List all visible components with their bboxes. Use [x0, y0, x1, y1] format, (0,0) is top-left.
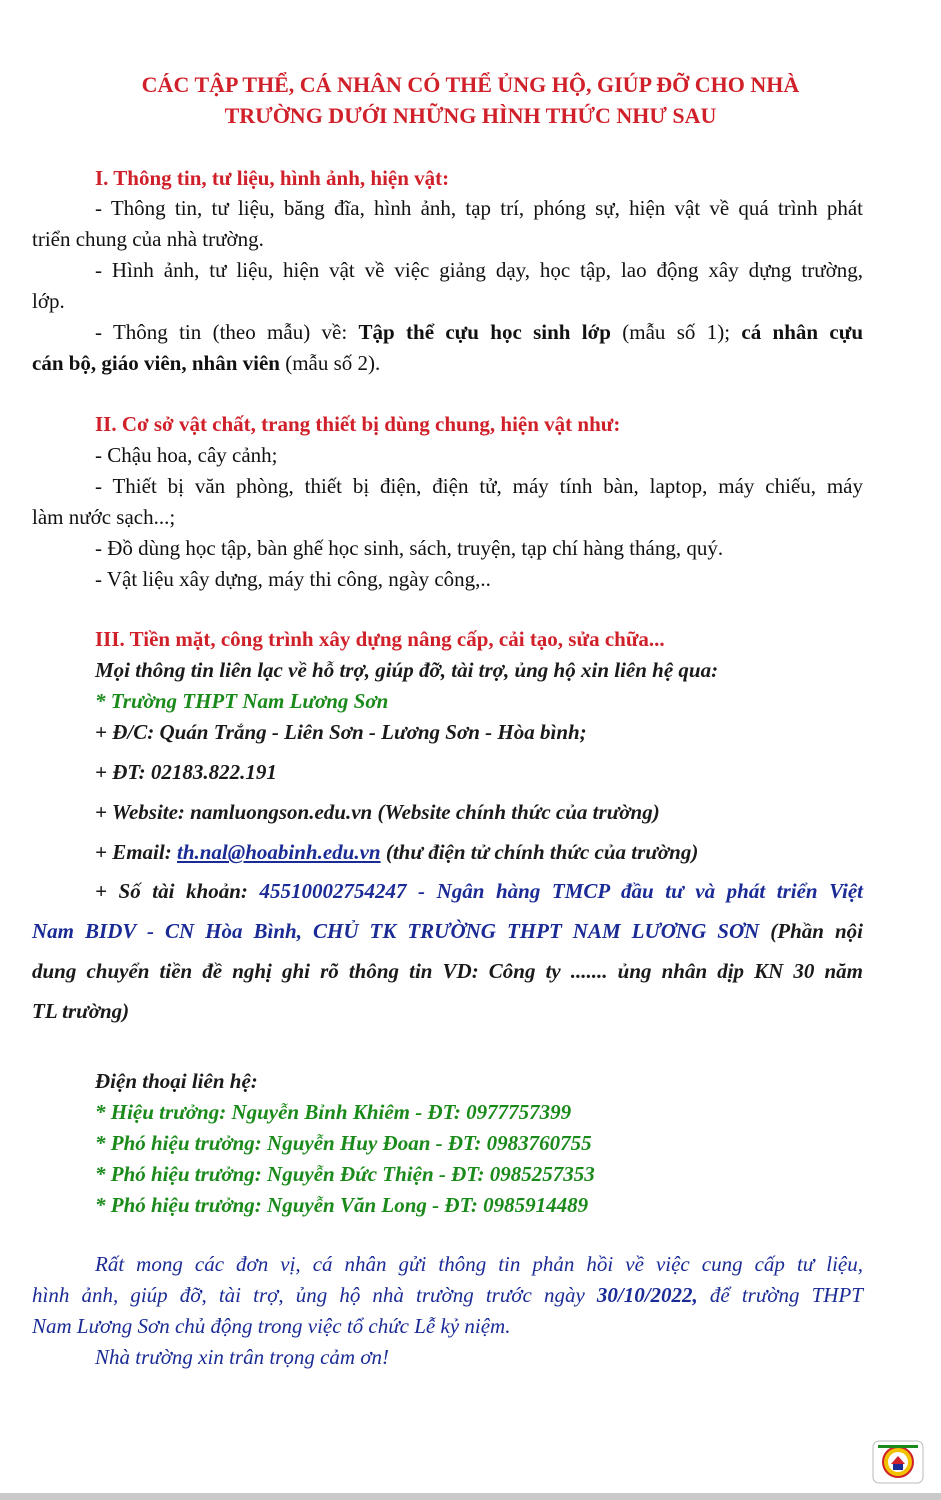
bottom-divider [0, 1493, 941, 1500]
account-holder: Nam BIDV - CN Hòa Bình, CHỦ TK TRƯỜNG THPT NAM LƯƠNG SƠN [32, 919, 760, 943]
account-line2 [32, 919, 863, 944]
school-website: + Website: namluongson.edu.vn (Website chính thức của trường) [95, 800, 660, 824]
school-address: + Đ/C: Quán Trắng - Liên Sơn - Lương Sơn - Hòa bình; [95, 720, 587, 744]
section2-item3: - Đồ dùng học tập, bàn ghế học sinh, sách, truyện, tạp chí hàng tháng, quý. [95, 536, 724, 560]
phone-vice-principal-3: * Phó hiệu trưởng: Nguyễn Văn Long - ĐT: 0985914489 [95, 1193, 589, 1217]
email-link[interactable]: th.nal@hoabinh.edu.vn [176, 840, 381, 864]
section2-item4: - Vật liệu xây dựng, máy thi công, ngày công,.. [95, 567, 491, 591]
section1-item1-line2: triển chung của nhà trường. [32, 227, 264, 251]
email-note: (thư điện tử chính thức của trường) [380, 840, 699, 864]
section1-item3-bold1: Tập thể cựu học sinh lớp [358, 320, 611, 344]
school-emblem-icon [872, 1440, 924, 1484]
phones-heading: Điện thoại liên hệ: [95, 1069, 258, 1093]
document-title-line2: TRƯỜNG DƯỚI NHỮNG HÌNH THỨC NHƯ SAU [224, 103, 717, 128]
school-name: * Trường THPT Nam Lương Sơn [95, 689, 389, 713]
section1-item3-end: (mẫu số 2). [279, 351, 381, 375]
account-note-line3: TL trường) [32, 999, 130, 1023]
account-note-line2: dung chuyển tiền đề nghị ghi rõ thông tin VD: Công ty ....... ủng nhân dịp KN 30 năm [32, 959, 863, 983]
closing-line2 [32, 1283, 863, 1308]
school-phone: + ĐT: 02183.822.191 [95, 760, 277, 784]
section1-item3-mid: (mẫu số 1); [610, 320, 742, 344]
closing-thanks: Nhà trường xin trân trọng cảm ơn! [95, 1345, 390, 1369]
account-label: + Số tài khoản: [95, 879, 260, 903]
section1-heading: I. Thông tin, tư liệu, hình ảnh, hiện vật: [95, 166, 450, 190]
closing-line1: Rất mong các đơn vị, cá nhân gửi thông tin phản hồi về việc cung cấp tư liệu, [95, 1252, 863, 1276]
account-number-bank: 45510002754247 - Ngân hàng TMCP đầu tư và phát triển Việt [259, 879, 863, 903]
section2-item2-line2: làm nước sạch...; [32, 505, 176, 529]
account-line1 [95, 879, 863, 904]
section1-item3-line1 [95, 320, 863, 345]
phone-vice-principal-1: * Phó hiệu trưởng: Nguyễn Huy Đoan - ĐT: 0983760755 [95, 1131, 592, 1155]
account-note-start: (Phần nội [759, 919, 863, 943]
section1-item3-prefix: - Thông tin (theo mẫu) về: [95, 320, 359, 344]
section1-item3-line2 [32, 351, 380, 376]
phone-principal: * Hiệu trưởng: Nguyễn Bỉnh Khiêm - ĐT: 0977757399 [95, 1100, 572, 1124]
section1-item2-line1: - Hình ảnh, tư liệu, hiện vật về việc giảng dạy, học tập, lao động xây dựng trường, [95, 258, 863, 282]
section2-item1: - Chậu hoa, cây cảnh; [95, 443, 278, 467]
closing-line3: Nam Lương Sơn chủ động trong việc tổ chức Lễ kỷ niệm. [32, 1314, 511, 1338]
closing-line2-prefix: hình ảnh, giúp đỡ, tài trợ, ủng hộ nhà trường trước ngày [32, 1283, 597, 1307]
school-email-line [95, 840, 698, 865]
section1-item3-bold2a: cá nhân cựu [741, 320, 863, 344]
document-title-line1: CÁC TẬP THỂ, CÁ NHÂN CÓ THỂ ỦNG HỘ, GIÚP ĐỠ CHO NHÀ [141, 72, 800, 97]
section3-heading: III. Tiền mặt, công trình xây dựng nâng cấp, cải tạo, sửa chữa... [95, 627, 665, 651]
closing-deadline: 30/10/2022, [596, 1283, 698, 1307]
section1-item3-bold2b: cán bộ, giáo viên, nhân viên [32, 351, 280, 375]
phone-vice-principal-2: * Phó hiệu trưởng: Nguyễn Đức Thiện - ĐT: 0985257353 [95, 1162, 595, 1186]
section2-item2-line1: - Thiết bị văn phòng, thiết bị điện, điện tử, máy tính bàn, laptop, máy chiếu, máy [95, 474, 863, 498]
email-label: + Email: [95, 840, 177, 864]
contact-intro: Mọi thông tin liên lạc về hỗ trợ, giúp đỡ, tài trợ, ủng hộ xin liên hệ qua: [95, 658, 719, 682]
closing-line2-suffix: để trường THPT [697, 1283, 863, 1307]
section1-item2-line2: lớp. [32, 289, 65, 313]
section2-heading: II. Cơ sở vật chất, trang thiết bị dùng chung, hiện vật như: [95, 412, 621, 436]
section1-item1-line1: - Thông tin, tư liệu, băng đĩa, hình ảnh, tạp trí, phóng sự, hiện vật về quá trình phát [95, 196, 863, 220]
